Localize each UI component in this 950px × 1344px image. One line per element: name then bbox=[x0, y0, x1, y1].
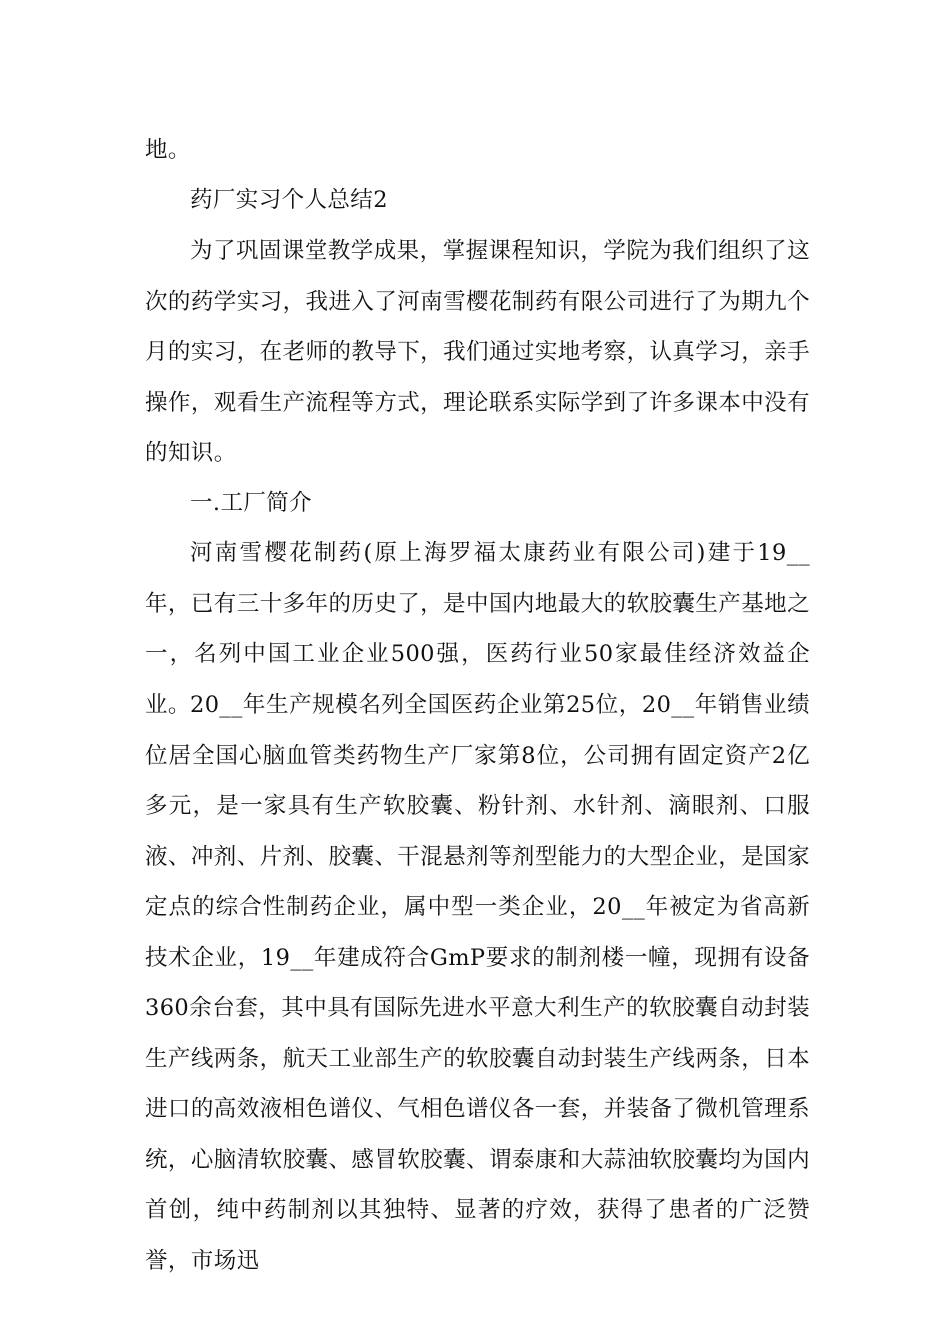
section-heading-factory: 一.工厂简介 bbox=[190, 490, 313, 516]
paragraph-factory-history: 河南雪樱花制药(原上海罗福太康药业有限公司)建于19__年，已有三十多年的历史了，是中国内地最大的软胶囊生产基地之一，名列中国工业企业500强，医药行业50家最佳经济效益企业。 bbox=[145, 540, 810, 718]
section-title: 药厂实习个人总结2 bbox=[190, 187, 388, 213]
paragraph-factory-details: 20__年生产规模名列全国医药企业第25位，20__年销售业绩位居全国心脑血管类药物生产厂家第8位，公司拥有固定资产2亿多元，是一家具有生产软胶囊、粉针剂、水针剂、滴眼剂、口服液、冲剂、片剂、胶囊、干混悬剂等剂型能力的大型企业，是国家定点的综合性制药企业，属中型一类企业，20__年被定为省高新技术企业，19__年建成符合GmP要求的制剂楼一幢，现拥有设备360余台套，其中具有国际先进水平意大利生产的软胶囊自动封装生产线两条，航天工业部生产的软胶囊自动封装生产线两条，日本进口的高效液相色谱仪、气相色谱仪各一套，并装备了微机管理系统，心脑清软胶囊、感冒软胶囊、谓泰康和大蒜油软胶囊均为国内首创，纯中药制剂以其独特、显著的疗效，获得了患者的广泛赞誉，市场迅 bbox=[145, 692, 810, 1274]
paragraph-continuation: 地。 bbox=[145, 137, 191, 163]
paragraph-intro: 为了巩固课堂教学成果，掌握课程知识，学院为我们组织了这次的药学实习，我进入了河南雪樱花制药有限公司进行了为期九个月的实习，在老师的教导下，我们通过实地考察，认真学习，亲手操作，观看生产流程等方式，理论联系实际学到了许多课本中没有的知识。 bbox=[145, 238, 810, 466]
